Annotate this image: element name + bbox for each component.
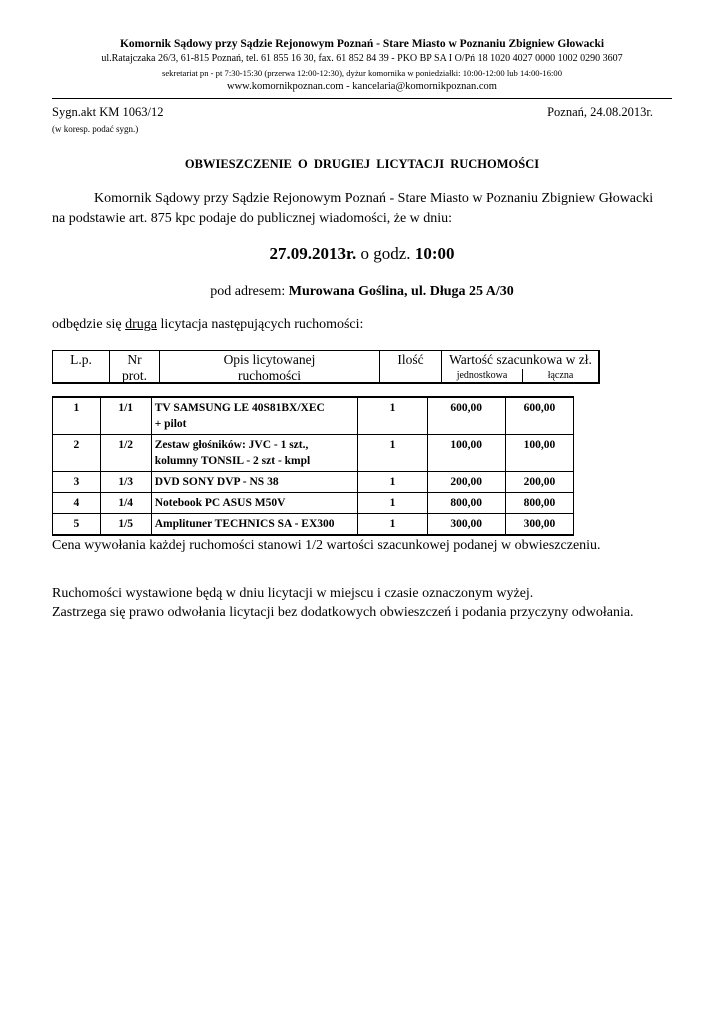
cell-laczna: 600,00 [505,397,573,435]
auction-date: 27.09.2013r. [269,244,357,263]
intro-line-2: na podstawie art. 875 kpc podaje do publicznej wiadomości, że w dniu: [52,211,453,226]
cancellation-note: Zastrzega się prawo odwołania licytacji bez dodatkowych obwieszczeń i podania przyczyny odwołania. [52,605,634,620]
lead-underlined: druga [125,317,157,332]
address-prefix: pod adresem: [210,284,289,299]
bailiff-header-contact: www.komornikpoznan.com - kancelaria@komornikpoznan.com [227,81,497,92]
auction-datetime [0,244,724,264]
lead-before: odbędzie się [52,317,126,332]
cell-ilosc: 1 [358,472,427,493]
document-place-date: Poznań, 24.08.2013r. [547,105,653,119]
cell-ilosc: 1 [358,493,427,514]
header-wartosc-cell [442,351,599,382]
cell-lp: 1 [53,397,101,435]
header-ilosc-cell [380,351,442,382]
cell-opis [151,397,358,435]
auction-at-text: o godz. [356,244,415,263]
header-nr-line2: prot. [121,368,148,383]
cell-opis-line2: kolumny TONSIL - 2 szt - kmpl [154,455,311,467]
header-lp-cell [53,351,110,382]
header-opis-line1: Opis licytowanej [223,352,316,367]
document-title: OBWIESZCZENIE O DRUGIEJ LICYTACJI RUCHOMOŚCI [184,157,540,171]
cell-nr: 1/3 [100,472,151,493]
cell-lp: 3 [53,472,101,493]
cell-jednostkowa: 800,00 [427,493,505,514]
header-divider [52,98,672,99]
table-row [53,397,574,435]
bailiff-header-name: Komornik Sądowy przy Sądzie Rejonowym Poznań - Stare Miasto w Poznaniu Zbigniew Głowacki [119,38,605,50]
table-header [52,350,600,384]
cell-nr: 1/2 [100,435,151,472]
starting-price-note: Cena wywołania każdej ruchomości stanowi 1/2 wartości szacunkowej podanej w obwieszczeniu. [52,538,601,553]
header-lp: L.p. [70,352,92,367]
cell-jednostkowa: 300,00 [427,514,505,536]
cell-nr: 1/4 [100,493,151,514]
header-nr-cell [110,351,160,382]
cell-lp: 2 [53,435,101,472]
cell-opis: Notebook PC ASUS M50V [151,493,358,514]
intro-paragraph [52,189,662,229]
cell-lp: 5 [53,514,101,536]
case-signature: Sygn.akt KM 1063/12 [52,105,164,119]
header-opis-line2: ruchomości [238,368,301,383]
auction-time: 10:00 [414,244,455,263]
cell-opis: DVD SONY DVP - NS 38 [151,472,358,493]
cell-opis: Amplituner TECHNICS SA - EX300 [151,514,358,536]
header-nr-line1: Nr [127,352,142,367]
cell-ilosc: 1 [358,435,427,472]
cell-ilosc: 1 [358,514,427,536]
cell-laczna: 300,00 [505,514,573,536]
header-opis-cell [160,351,380,382]
cell-laczna: 800,00 [505,493,573,514]
table-row [53,472,574,493]
cell-laczna: 200,00 [505,472,573,493]
cell-opis [151,435,358,472]
table-row [53,493,574,514]
cell-opis-line1: TV SAMSUNG LE 40S81BX/XEC [154,402,325,414]
cell-lp: 4 [53,493,101,514]
intro-line-1: Komornik Sądowy przy Sądzie Rejonowym Poznań - Stare Miasto w Poznaniu Zbigniew Głowacki [94,191,654,206]
bailiff-header-address: ul.Ratajczaka 26/3, 61-815 Poznań, tel. 61 855 16 30, fax. 61 852 84 39 - PKO BP SA I O/Pń 18 1020 4027 0000 1002 0290 3607 [101,53,623,64]
lead-sentence [52,317,363,333]
header-wartosc: Wartość szacunkowa w zł. [449,352,592,367]
cell-opis-line1: Zestaw głośników: JVC - 1 szt., [154,439,309,451]
header-laczna: łączna [547,370,574,381]
items-table [52,396,574,536]
cell-laczna: 100,00 [505,435,573,472]
auction-address: Murowana Goślina, ul. Długa 25 A/30 [288,284,514,299]
correspondence-note: (w koresp. podać sygn.) [52,124,139,134]
table-row [53,435,574,472]
cell-nr: 1/1 [100,397,151,435]
display-note: Ruchomości wystawione będą w dniu licytacji w miejscu i czasie oznaczonym wyżej. [52,586,534,601]
table-row [53,514,574,536]
header-ilosc: Ilość [397,352,424,367]
cell-opis-line2: + pilot [154,418,187,430]
header-jednostkowa: jednostkowa [456,370,508,381]
bailiff-header-hours: sekretariat pn - pt 7:30-15:30 (przerwa 12:00-12:30), dyżur komornika w poniedziałki: 10:00-12:00 lub 14:00-16:00 [162,68,562,78]
lead-after: licytacja następujących ruchomości: [156,317,364,332]
cell-jednostkowa: 600,00 [427,397,505,435]
auction-address-line [0,284,724,300]
cell-nr: 1/5 [100,514,151,536]
cell-jednostkowa: 200,00 [427,472,505,493]
cell-jednostkowa: 100,00 [427,435,505,472]
cell-ilosc: 1 [358,397,427,435]
